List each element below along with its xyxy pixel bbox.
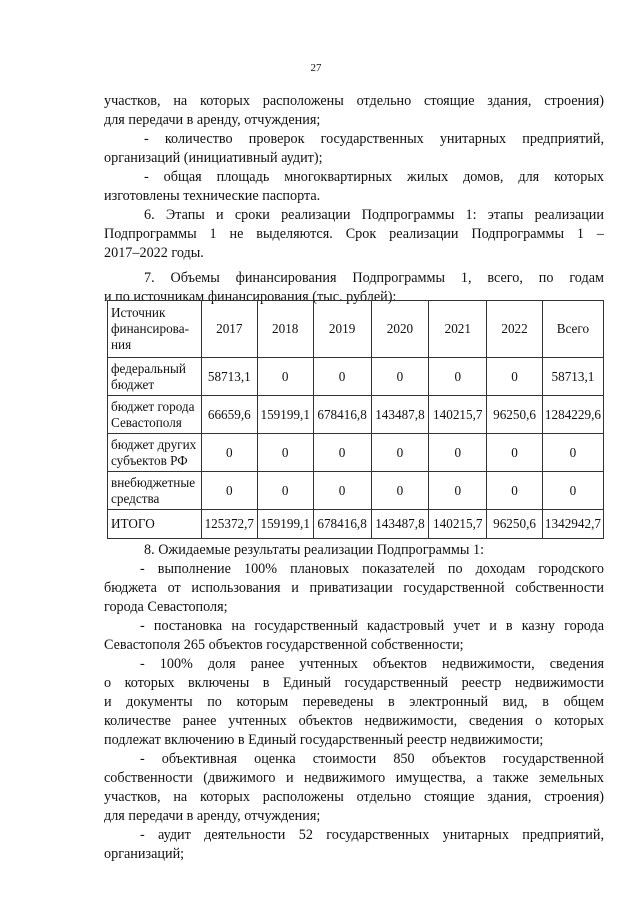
table-cell: 66659,6 xyxy=(201,396,257,434)
table-total-row xyxy=(108,510,604,539)
table-row xyxy=(108,358,604,396)
table-cell: 0 xyxy=(429,434,487,472)
text-line: для передачи в аренду, отчуждения; xyxy=(104,808,321,824)
table-cell: ИТОГО xyxy=(108,510,202,539)
header-cell: 2020 xyxy=(371,301,429,358)
text-line: Севастополя 265 объектов государственной собственности; xyxy=(104,637,464,653)
table-cell: 0 xyxy=(487,472,543,510)
text-line: количестве ранее учтенных объектов недвижимости, сведения о которых xyxy=(104,713,604,729)
table-cell: 125372,7 xyxy=(201,510,257,539)
bullet-cadastral: - постановка на государственный кадастровый учет и в казну города xyxy=(140,618,604,634)
table-cell: 0 xyxy=(371,358,429,396)
table-cell: 58713,1 xyxy=(201,358,257,396)
section-7-heading: 7. Объемы финансирования Подпрограммы 1, всего, по годам xyxy=(144,270,604,286)
table-cell: 1284229,6 xyxy=(542,396,603,434)
table-cell: 0 xyxy=(313,472,371,510)
table-cell: 0 xyxy=(313,434,371,472)
bullet-valuation: - объективная оценка стоимости 850 объектов государственной xyxy=(140,751,604,767)
table-cell: федеральный бюджет xyxy=(108,358,202,396)
table-cell: 143487,8 xyxy=(371,510,429,539)
table-cell: 96250,6 xyxy=(487,396,543,434)
section-6-heading: 6. Этапы и сроки реализации Подпрограммы 1: этапы реализации xyxy=(144,207,604,223)
table-cell: бюджет других субъектов РФ xyxy=(108,434,202,472)
bullet-audit: - аудит деятельности 52 государственных унитарных предприятий, xyxy=(140,827,604,843)
table-cell: 1342942,7 xyxy=(542,510,603,539)
header-cell: 2017 xyxy=(201,301,257,358)
bullet-registry: - 100% доля ранее учтенных объектов недвижимости, сведения xyxy=(140,656,604,672)
text-line: организаций; xyxy=(104,846,185,862)
table-cell: 159199,1 xyxy=(257,510,313,539)
table-row xyxy=(108,472,604,510)
text-line: 2017–2022 годы. xyxy=(104,245,204,261)
header-cell: 2019 xyxy=(313,301,371,358)
table-row xyxy=(108,434,604,472)
header-cell: Источник финансирова-ния xyxy=(108,301,202,358)
table-cell: 0 xyxy=(257,434,313,472)
table-row xyxy=(108,396,604,434)
bullet-audit-count: - количество проверок государственных унитарных предприятий, xyxy=(144,131,604,147)
table-cell: 0 xyxy=(487,434,543,472)
header-cell: Всего xyxy=(542,301,603,358)
bullet-housing-area: - общая площадь многоквартирных жилых домов, для которых xyxy=(144,169,604,185)
header-cell: 2022 xyxy=(487,301,543,358)
top-text-block xyxy=(104,92,604,307)
table-cell: 140215,7 xyxy=(429,396,487,434)
table-header-row xyxy=(108,301,604,358)
text-line: для передачи в аренду, отчуждения; xyxy=(104,112,321,128)
table-cell: 159199,1 xyxy=(257,396,313,434)
header-cell: 2021 xyxy=(429,301,487,358)
table-cell: 0 xyxy=(429,358,487,396)
text-line: участков, на которых расположены отдельно стоящие здания, строения) xyxy=(104,789,604,805)
table-cell: 678416,8 xyxy=(313,510,371,539)
text-line: организаций (инициативный аудит); xyxy=(104,150,323,166)
table-cell: 0 xyxy=(542,434,603,472)
table-cell: 143487,8 xyxy=(371,396,429,434)
table-cell: 0 xyxy=(487,358,543,396)
bottom-text-block xyxy=(104,541,604,864)
section-8-heading: 8. Ожидаемые результаты реализации Подпрограммы 1: xyxy=(144,542,485,558)
financing-table xyxy=(107,300,604,539)
text-line: бюджета от использования и приватизации государственной собственности xyxy=(104,580,604,596)
text-line: Подпрограммы 1 не выделяются. Срок реализации Подпрограммы 1 – xyxy=(104,226,604,242)
table-cell: 0 xyxy=(371,434,429,472)
table-cell: внебюджетные средства xyxy=(108,472,202,510)
header-cell: 2018 xyxy=(257,301,313,358)
text-line: и по источникам финансирования (тыс. рублей): xyxy=(104,289,397,305)
table-cell: 0 xyxy=(371,472,429,510)
text-line: подлежат включению в Единый государственный реестр недвижимости; xyxy=(104,732,544,748)
table-cell: 140215,7 xyxy=(429,510,487,539)
table-cell: 0 xyxy=(257,358,313,396)
text-line: участков, на которых расположены отдельно стоящие здания, строения) xyxy=(104,93,604,109)
text-line: и документы по которым переведены в электронный вид, в общем xyxy=(104,694,604,710)
text-line: изготовлены технические паспорта. xyxy=(104,188,321,204)
bullet-revenue: - выполнение 100% плановых показателей по доходам городского xyxy=(140,561,604,577)
table-cell: 0 xyxy=(257,472,313,510)
text-line: собственности (движимого и недвижимого имущества, а также земельных xyxy=(104,770,604,786)
table-cell: 678416,8 xyxy=(313,396,371,434)
page-number: 27 xyxy=(310,62,322,74)
table-cell: 0 xyxy=(542,472,603,510)
table-cell: 0 xyxy=(201,434,257,472)
table-cell: 58713,1 xyxy=(542,358,603,396)
table-cell: 0 xyxy=(313,358,371,396)
table-cell: 0 xyxy=(429,472,487,510)
table-cell: 0 xyxy=(201,472,257,510)
table-cell: бюджет города Севастополя xyxy=(108,396,202,434)
table-cell: 96250,6 xyxy=(487,510,543,539)
text-line: о которых включены в Единый государственный реестр недвижимости xyxy=(104,675,604,691)
text-line: города Севастополя; xyxy=(104,599,228,615)
